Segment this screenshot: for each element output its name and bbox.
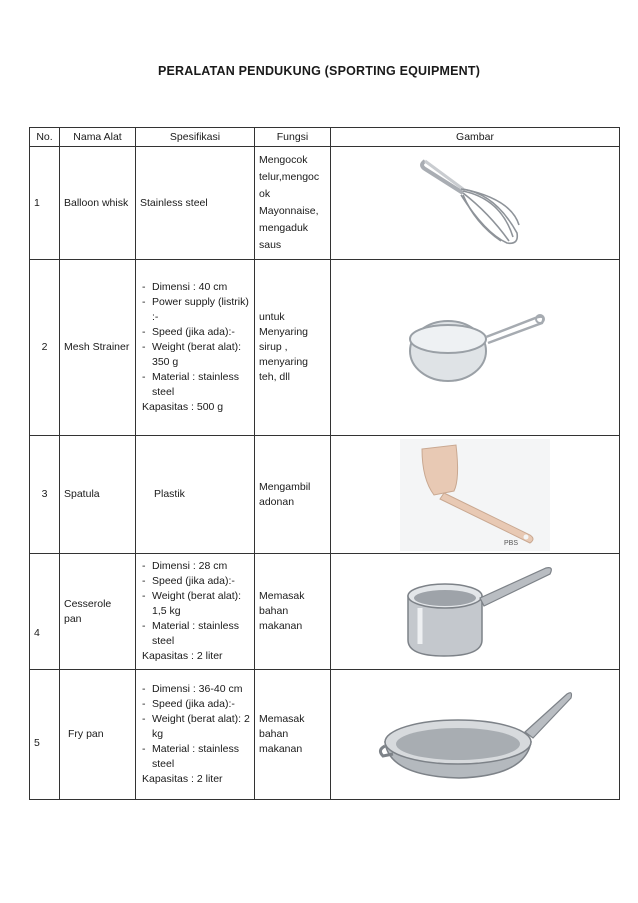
cell-gambar: [331, 147, 620, 260]
header-fungsi: Fungsi: [255, 128, 331, 147]
table-row: [30, 670, 620, 800]
spatula-icon: [400, 439, 550, 551]
cell-nama: Cesserole pan: [60, 554, 136, 670]
cell-no: 1: [30, 147, 60, 260]
cell-fungsi: Mengocok telur,mengoc ok Mayonnaise, mengaduk saus: [255, 147, 331, 260]
cell-nama: Spatula: [60, 436, 136, 554]
cell-no: 2: [30, 260, 60, 436]
table-row: [30, 260, 620, 436]
mesh-strainer-icon: [400, 303, 550, 393]
cell-gambar: [331, 436, 620, 554]
cell-fungsi: Memasak bahan makanan: [255, 670, 331, 800]
cell-no: 3: [30, 436, 60, 554]
header-nama-alat: Nama Alat: [60, 128, 136, 147]
cell-spec: Plastik: [136, 436, 255, 554]
cell-fungsi: Mengambil adonan: [255, 436, 331, 554]
cell-spec: - Dimensi : 40 cm - Power supply (listrik) :- - Speed (jika ada):- - Weight (berat alat): 350 g - Material : stainless steel Kapasitas : 500 g: [136, 260, 255, 436]
cell-spec: Stainless steel: [136, 147, 255, 260]
cell-no: 4: [30, 554, 60, 670]
fry-pan-icon: [375, 680, 575, 790]
table-row: [30, 147, 620, 260]
cell-nama: Balloon whisk: [60, 147, 136, 260]
cell-spec: - Dimensi : 28 cm - Speed (jika ada):- - Weight (berat alat): 1,5 kg - Material : stainless steel Kapasitas : 2 liter: [136, 554, 255, 670]
table-row: [30, 554, 620, 670]
cell-fungsi: Memasak bahan makanan: [255, 554, 331, 670]
cell-gambar: [331, 260, 620, 436]
header-gambar: Gambar: [331, 128, 620, 147]
casserole-pan-icon: [390, 560, 560, 664]
header-spesifikasi: Spesifikasi: [136, 128, 255, 147]
header-no: No.: [30, 128, 60, 147]
cell-no: 5: [30, 670, 60, 800]
cell-spec: - Dimensi : 36-40 cm - Speed (jika ada):- - Weight (berat alat): 2 kg - Material : stainless steel Kapasitas : 2 liter: [136, 670, 255, 800]
cell-gambar: [331, 554, 620, 670]
cell-gambar: [331, 670, 620, 800]
table-row: [30, 436, 620, 554]
page-title: PERALATAN PENDUKUNG (SPORTING EQUIPMENT): [157, 64, 481, 78]
spatula-image-label: PBS: [504, 539, 519, 547]
cell-nama: Mesh Strainer: [60, 260, 136, 436]
cell-nama: Fry pan: [60, 670, 136, 800]
cell-fungsi: untuk Menyaring sirup , menyaring teh, dll: [255, 260, 331, 436]
equipment-table: [29, 127, 620, 800]
balloon-whisk-icon: [415, 153, 535, 253]
table-header-row: [30, 128, 620, 147]
